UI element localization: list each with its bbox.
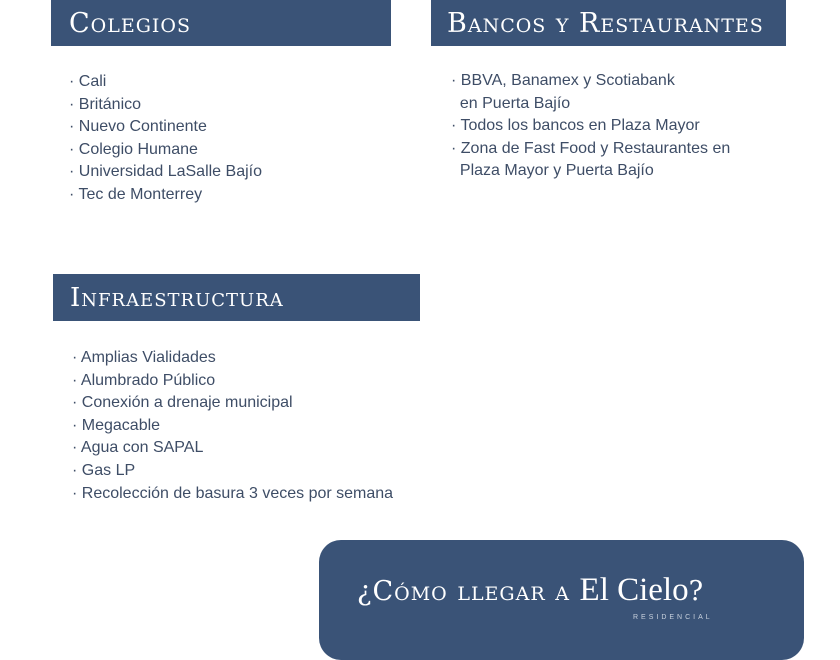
list-item: · Conexión a drenaje municipal: [72, 394, 293, 412]
list-item: · Tec de Monterrey: [69, 185, 203, 203]
list-item: · Colegio Humane: [69, 140, 198, 158]
section-title-bancos: Bancos y Restaurantes: [447, 7, 764, 39]
how-to-get-there-title: [357, 572, 704, 609]
list-item: · Megacable: [72, 416, 161, 434]
list-item: · Británico: [69, 95, 142, 113]
list-item: · Universidad LaSalle Bajío: [69, 163, 262, 181]
list-item: · Alumbrado Público: [72, 371, 216, 389]
list-item: · Gas LP: [72, 461, 136, 479]
list-item: · Agua con SAPAL: [72, 439, 204, 457]
section-header-bancos: [431, 0, 786, 46]
cta-prefix: ¿Cómo llegar a: [357, 576, 580, 607]
list-item: Plaza Mayor y Puerta Bajío: [451, 162, 654, 180]
list-item: · Nuevo Continente: [69, 118, 207, 136]
list-item: · BBVA, Banamex y Scotiabank: [451, 72, 675, 89]
brand-name: El Cielo: [579, 572, 689, 608]
list-item: · Cali: [69, 73, 107, 90]
bancos-list: [451, 70, 730, 183]
infraestructura-list: [72, 347, 393, 505]
section-header-colegios: [51, 0, 391, 46]
list-item: en Puerta Bajío: [451, 94, 571, 112]
cta-suffix: ?: [688, 576, 705, 607]
section-title-colegios: Colegios: [69, 7, 191, 39]
list-item: · Recolección de basura 3 veces por semana: [72, 484, 394, 502]
how-to-get-there-banner[interactable]: [319, 540, 804, 660]
section-title-infraestructura: Infraestructura: [70, 282, 284, 313]
colegios-list: [69, 71, 262, 207]
list-item: · Amplias Vialidades: [72, 349, 216, 366]
list-item: · Zona de Fast Food y Restaurantes en: [451, 139, 731, 157]
section-header-infraestructura: [53, 274, 420, 321]
brand-subtitle: RESIDENCIAL: [633, 614, 713, 621]
list-item: · Todos los bancos en Plaza Mayor: [451, 117, 700, 135]
